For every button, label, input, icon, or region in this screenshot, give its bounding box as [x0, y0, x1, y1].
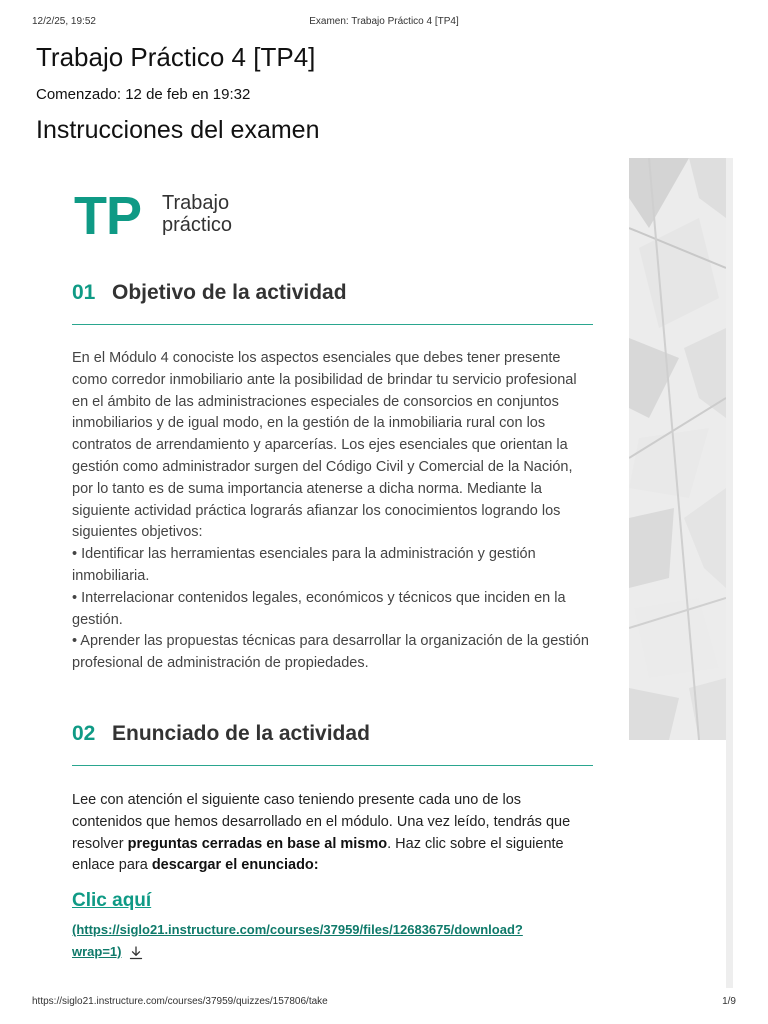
section-divider: [72, 765, 593, 766]
decorative-side-image: [629, 158, 726, 740]
section-title: Enunciado de la actividad: [112, 722, 370, 745]
instructions-heading: Instrucciones del examen: [36, 116, 320, 144]
objetivo-bullet-2: • Interrelacionar contenidos legales, económicos y técnicos que inciden en la gestión.: [72, 589, 566, 628]
architecture-image: [629, 158, 726, 740]
objetivo-bullet-1: • Identificar las herramientas esenciales para la administración y gestión inmobiliaria.: [72, 546, 536, 584]
print-page-number: 1/9: [722, 996, 736, 1007]
download-link[interactable]: Clic aquí: [72, 890, 152, 911]
print-header: [32, 16, 736, 30]
scrollbar[interactable]: [726, 158, 733, 988]
tp-logo-word-1: Trabajo: [162, 192, 230, 214]
download-url[interactable]: [72, 919, 572, 963]
section-number: 02: [72, 722, 96, 745]
tp-logo-word-2: práctico: [162, 214, 233, 236]
tp-logo: [74, 186, 324, 246]
print-page-url: https://siglo21.instructure.com/courses/37959/quizzes/157806/take: [32, 996, 328, 1007]
section-enunciado-body: [72, 790, 593, 877]
enunciado-text-2: . Haz clic sobre el siguiente enlace para: [72, 835, 564, 874]
section-enunciado-heading: [72, 722, 593, 752]
objetivo-paragraph: En el Módulo 4 conociste los aspectos esenciales que debes tener presente como corredor inmobiliario ante la posibilidad de brindar tu servicio profesional en el ámbito de las administraciones especiales de consorcios en conjuntos inmobiliarios y de igual modo, en la gestión de la inmobiliaria rural con los contratos de arrendamiento y aparcerías. Los ejes esenciales que orientan la gestión como administrador surgen del Código Civil y Comercial de la Nación, por lo tanto es de suma importancia atenerse a dicha norma. Mediante la siguiente actividad práctica lograrás afianzar los conocimientos logrando los siguientes objetivos:: [72, 350, 577, 541]
tp-logo-letters: TP: [74, 186, 142, 246]
print-footer: [32, 996, 736, 1010]
section-objetivo-heading: [72, 281, 593, 311]
page-title: Trabajo Práctico 4 [TP4]: [36, 42, 316, 72]
section-objetivo-body: [72, 348, 593, 675]
enunciado-text-1: Lee con atención el siguiente caso teniendo presente cada uno de los contenidos que hemos desarrollado en el módulo. Una vez leído, tendrás que resolver: [72, 792, 571, 852]
enunciado-paragraph: [72, 790, 593, 877]
enunciado-bold-2: descargar el enunciado:: [151, 857, 319, 874]
quiz-started-time: Comenzado: 12 de feb en 19:32: [36, 86, 251, 103]
section-divider: [72, 324, 593, 325]
download-icon[interactable]: [129, 946, 143, 960]
print-datetime: 12/2/25, 19:52: [32, 16, 96, 27]
enunciado-bold-1: preguntas cerradas en base al mismo: [127, 835, 388, 852]
section-number: 01: [72, 281, 96, 304]
section-title: Objetivo de la actividad: [112, 281, 347, 304]
objetivo-bullet-3: • Aprender las propuestas técnicas para desarrollar la organización de la gestión profesional de administración de propiedades.: [72, 633, 589, 672]
print-document-title: Examen: Trabajo Práctico 4 [TP4]: [309, 16, 459, 27]
download-url-text[interactable]: (https://siglo21.instructure.com/courses/37959/files/12683675/download?wrap=1): [72, 922, 523, 959]
